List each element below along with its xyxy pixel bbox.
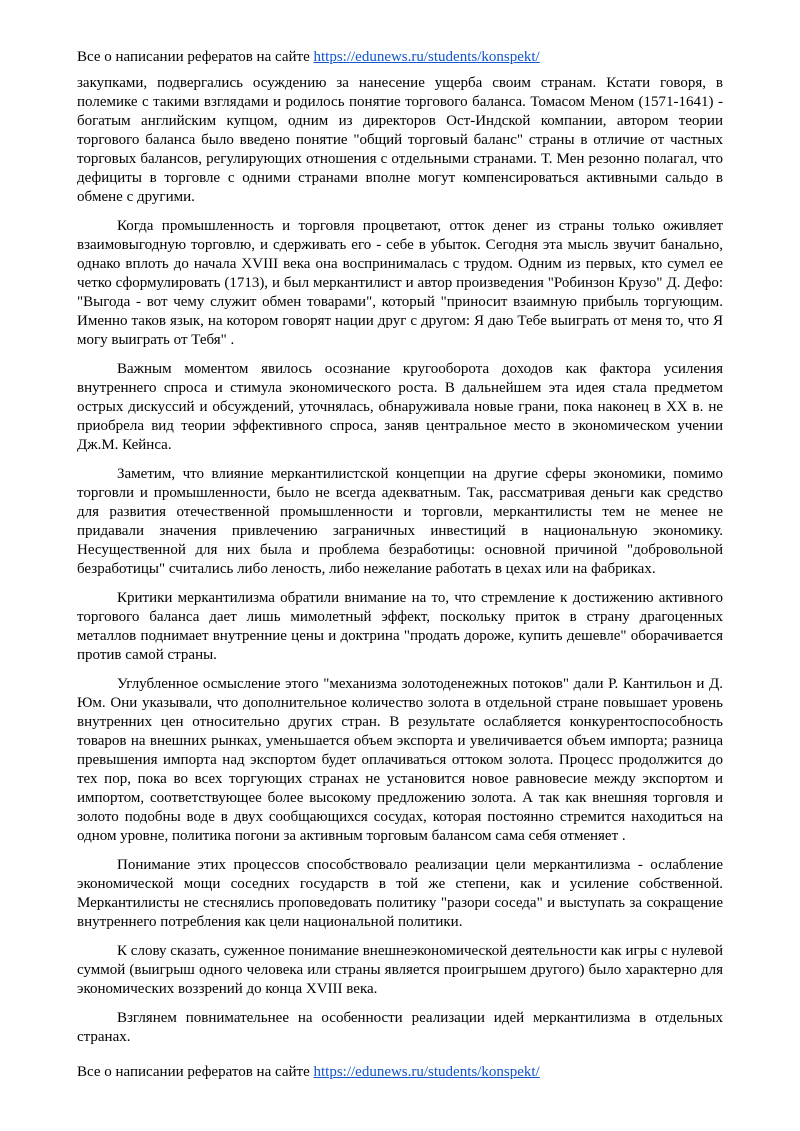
footer-text: Все о написании рефератов на сайте [77, 1064, 314, 1080]
page-header [77, 48, 723, 67]
paragraph-6: Углубленное осмысление этого "механизма золотоденежных потоков" дали Р. Кантильон и Д. Юм. Они указывали, что дополнительное количество золота в отдельной стране повышает уровень внутренних цен относительно других стран. В результате ослабляется конкурентоспособность товаров на внешних рынках, уменьшается объем экспорта и увеличивается объем импорта; разница превышения импорта над экспортом будет оплачиваться оттоком золота. Процесс продолжится до тех пор, пока во всех торгующих странах не установится новое равновесие между экспортом и импортом, соответствующее более высокому предложению золота. А так как внешняя торговля и золото подобны воде в двух сообщающихся сосудах, которая постоянно стремится находиться на одном уровне, политика погони за активным торговым балансом сама себя отменяет . [77, 676, 723, 844]
paragraph-8: К слову сказать, суженное понимание внешнеэкономической деятельности как игры с нулевой суммой (выигрыш одного человека или страны является проигрышем другого) было характерно для экономических воззрений до конца XVIII века. [77, 943, 723, 997]
header-text: Все о написании рефератов на сайте [77, 49, 314, 65]
document-body [77, 74, 723, 1047]
paragraph-1: закупками, подвергались осуждению за нанесение ущерба своим странам. Кстати говоря, в полемике с такими взглядами и родилось понятие торгового баланса. Томасом Меном (1571-1641) - богатым английским купцом, одним из директоров Ост-Индской компании, автором теории торгового баланса было введено понятие "общий торговый баланс" страны в отличие от частных торговых балансов, регулирующих отношения с отдельными странами. Т. Мен резонно полагал, что дефициты в торговле с одними странами вполне могут компенсироваться активными сальдо в обмене с другими. [77, 75, 723, 205]
paragraph-9: Взглянем повнимательнее на особенности реализации идей меркантилизма в отдельных странах. [77, 1010, 723, 1045]
paragraph-5: Критики меркантилизма обратили внимание на то, что стремление к достижению активного торгового баланса дает лишь мимолетный эффект, поскольку приток в страну драгоценных металлов поднимает внутренние цены и доктрина "продать дороже, купить дешевле" оборачивается против самой страны. [77, 590, 723, 663]
paragraph-7: Понимание этих процессов способствовало реализации цели меркантилизма - ослабление экономической мощи соседних государств в той же степени, как и усиление собственной. Меркантилисты не стеснялись проповедовать политику "разори соседа" и выступать за сокращение внутреннего потребления как цели национальной политики. [77, 857, 723, 930]
paragraph-2: Когда промышленность и торговля процветают, отток денег из страны только оживляет взаимовыгодную торговлю, и сдерживать его - себе в убыток. Сегодня эта мысль звучит банально, однако вплоть до начала XVIII века она воспринималась с трудом. Одним из первых, кто сумел ее четко сформулировать (1713), и был меркантилист и автор произведения "Робинзон Крузо" Д. Дефо: "Выгода - вот чему служит обмен товарами", который "приносит взаимную прибыль торгующим. Именно таков язык, на котором говорят нации друг с другом: Я даю Тебе выиграть от меня то, что Я могу выиграть от Тебя" . [77, 218, 723, 348]
paragraph-4: Заметим, что влияние меркантилистской концепции на другие сферы экономики, помимо торговли и промышленности, было не всегда адекватным. Так, рассматривая деньги как средство для развития отечественной промышленности и торговли, меркантилисты тем не менее не придавали значения привлечению заграничных инвестиций в национальную экономику. Несущественной для них была и проблема безработицы: основной причиной "добровольной безработицы" считались либо леность, либо нежелание работать в цехах или на фабриках. [77, 466, 723, 577]
page-footer [77, 1063, 540, 1082]
header-link[interactable]: https://edunews.ru/students/konspekt/ [313, 49, 540, 65]
footer-link[interactable]: https://edunews.ru/students/konspekt/ [313, 1064, 540, 1080]
paragraph-3: Важным моментом явилось осознание кругооборота доходов как фактора усиления внутреннего спроса и стимула экономического роста. В дальнейшем эта идея стала предметом острых дискуссий и обсуждений, уточнялась, обнаруживала новые грани, пока наконец в XX в. не приобрела вид теории эффективного спроса, заняв центральное место в экономическом учении Дж.М. Кейнса. [77, 361, 723, 453]
